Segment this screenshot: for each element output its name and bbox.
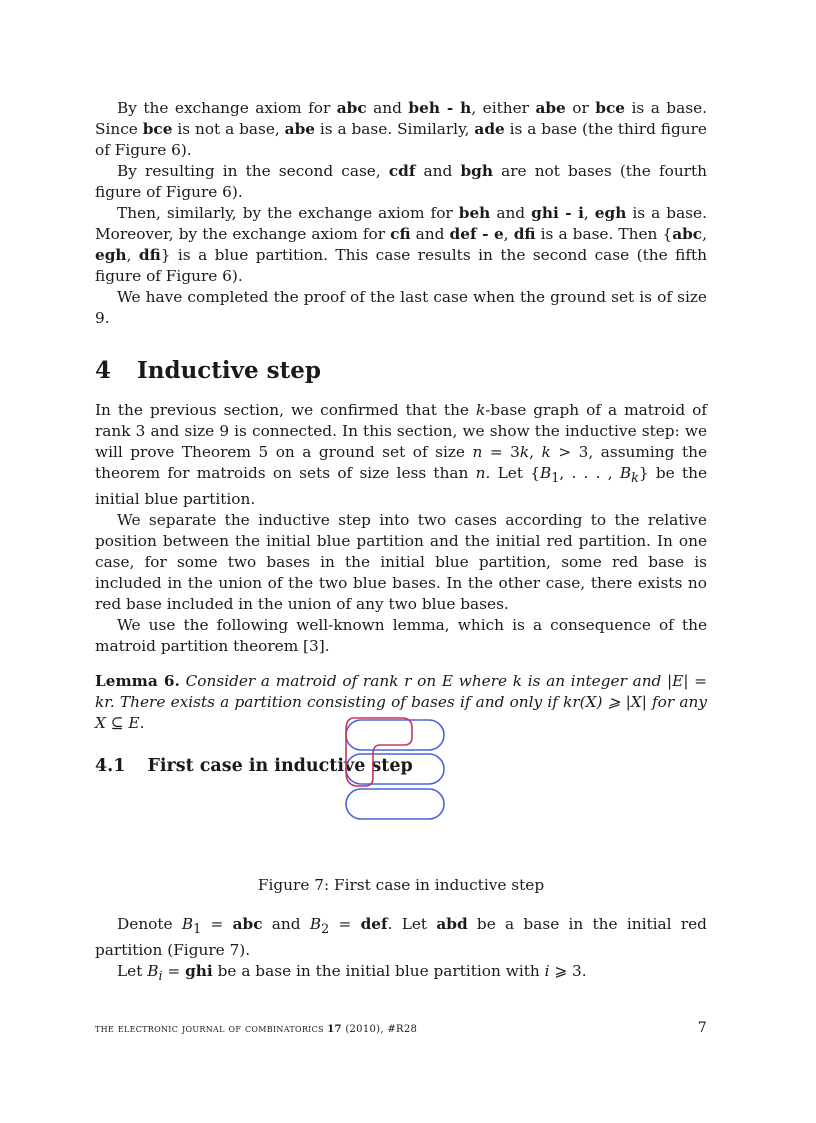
paragraph: We separate the inductive step into two cases according to the relative position between the initial blue partition and the initial red partition. In one case, for some two bases in the initial blue partition, some red base is included in the union of the two blue bases. In the other case, there exists no red base included in the union of any two blue bases. [95, 511, 707, 614]
subsection-title: First case in inductive step [147, 756, 413, 777]
blue-base-3 [346, 789, 444, 819]
volume: 17 [327, 1024, 342, 1035]
journal-name: the electronic journal of combinatorics [95, 1022, 324, 1035]
figure-caption: Figure 7: First case in inductive step [257, 876, 545, 894]
page-body-continued [95, 914, 707, 987]
paragraph: We have completed the proof of the last case when the ground set is of size 9. [95, 288, 707, 327]
paragraph: We use the following well-known lemma, which is a consequence of the matroid partition theorem [3]. [95, 616, 707, 656]
page-number: 7 [697, 1020, 707, 1036]
section-number: 4 [95, 357, 112, 384]
page-body [95, 98, 707, 776]
section-heading [95, 357, 707, 384]
lemma-label: Lemma 6. [95, 672, 180, 691]
partition-diagram [340, 710, 455, 830]
lemma-text: Consider a matroid of rank r on E where k is an integer and |E| = kr. There exists a partition consisting of bases if and only if kr(X) ⩾ |X| for any X ⊆ E. [95, 672, 707, 733]
paragraph: In the previous section, we confirmed that the k-base graph of a matroid of rank 3 and size 9 is connected. In this section, we show the inductive step: we will prove Theorem 5 on a ground set of size n = 3k, k > 3, assuming the theorem for matroids on sets of size less than n. Let {$B_1$, . . . , $B_k$} be the initial blue partition. [95, 401, 708, 509]
figure-7 [340, 710, 455, 830]
section-title: Inductive step [137, 357, 321, 384]
paragraph: Then, similarly, by the exchange axiom for beh and ghi - i, egh is a base. Moreover, by the exchange axiom for cfi and def - e, dfi is a base. Then {abc, egh, dfi} is a blue partition. This case results in the second case (the fifth figure of Figure 6). [95, 204, 707, 285]
journal-citation [95, 1022, 417, 1035]
subsection-number: 4.1 [95, 756, 126, 777]
red-base [346, 718, 412, 786]
paragraph: By the exchange axiom for abc and beh - h, either abe or bce is a base. Since bce is not a base, abe is a base. Similarly, ade is a base (the third figure of Figure 6). [95, 99, 707, 159]
paragraph: Denote $B_1$ = abc and $B_2$ = def. Let abd be a base in the initial red partition (Figure 7). [95, 915, 707, 960]
paragraph: By resulting in the second case, cdf and bgh are not bases (the fourth figure of Figure 6). [95, 162, 707, 201]
blue-base-2 [346, 754, 444, 784]
year-issue: (2010), #R28 [345, 1024, 418, 1035]
page-footer [95, 1020, 707, 1036]
paragraph: Let $B_i$ = ghi be a base in the initial blue partition with i ⩾ 3. [117, 962, 587, 985]
